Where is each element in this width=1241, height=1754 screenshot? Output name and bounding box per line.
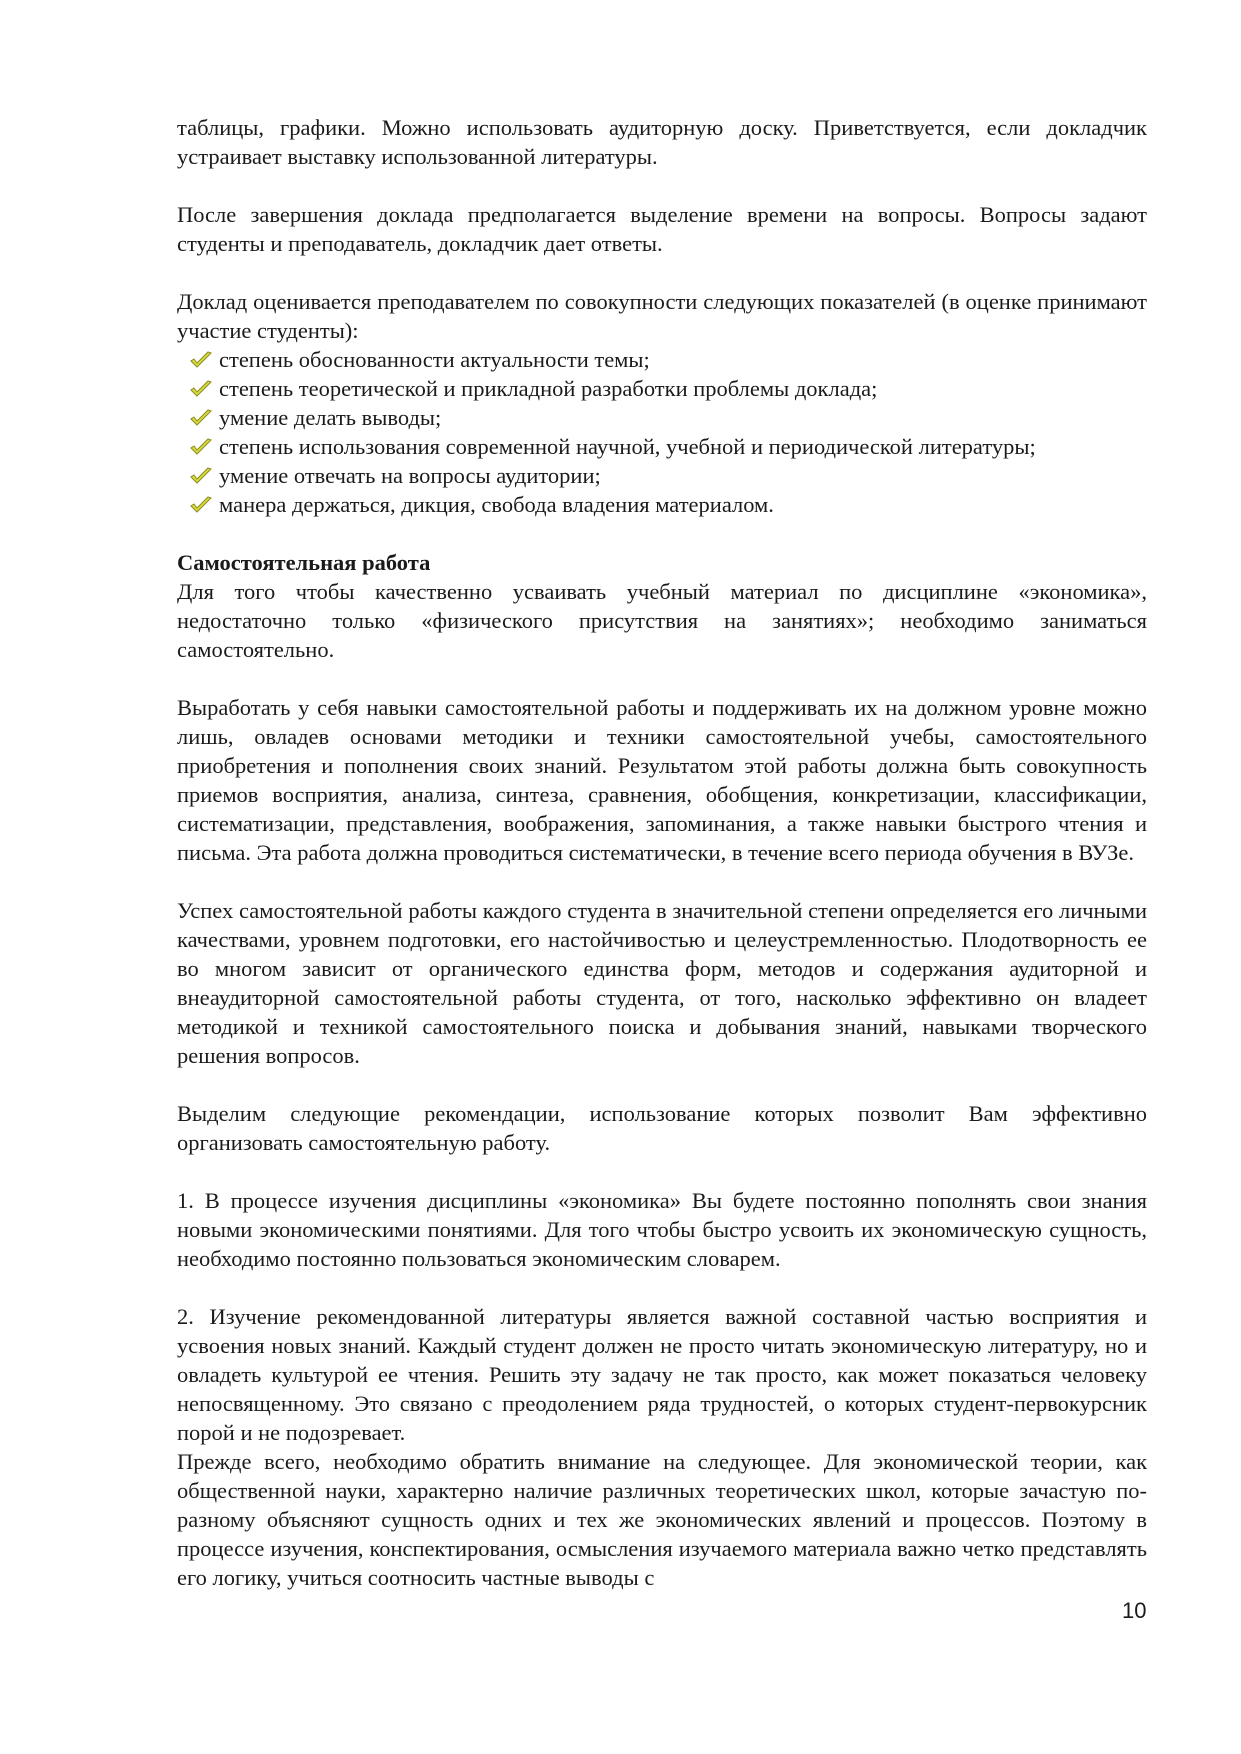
section-heading: Самостоятельная работа <box>177 550 431 575</box>
criteria-list <box>189 345 1147 519</box>
checkmark-icon <box>189 466 213 486</box>
paragraph-schools: Прежде всего, необходимо обратить внимание на следующее. Для экономической теории, как общественной науки, характерно наличие различных теоретических школ, которые зачастую по-разному объясняют сущность одних и тех же экономических явлений и процессов. Поэтому в процессе изучения, конспектирования, осмысления изучаемого материала важно четко представлять его логику, учиться соотносить частные выводы с <box>177 1449 1147 1590</box>
paragraph-recommendation-1: 1. В процессе изучения дисциплины «экономика» Вы будете постоянно пополнять свои знания новыми экономическими понятиями. Для того чтобы быстро усвоить их экономическую сущность, необходимо постоянно пользоваться экономическим словарем. <box>177 1188 1147 1271</box>
list-item-text: умение делать выводы; <box>219 405 442 430</box>
list-item-text: степень обоснованности актуальности темы; <box>219 347 650 372</box>
checkmark-icon <box>189 408 213 428</box>
list-item <box>189 403 1147 432</box>
paragraph-intro-self-study: Для того чтобы качественно усваивать учебный материал по дисциплине «экономика», недостаточно только «физического присутствия на занятиях»; необходимо заниматься самостоятельно. <box>177 579 1147 662</box>
paragraph-recommendations: Выделим следующие рекомендации, использование которых позволит Вам эффективно организовать самостоятельную работу. <box>177 1101 1147 1155</box>
paragraph-evaluation: Доклад оценивается преподавателем по совокупности следующих показателей (в оценке принимают участие студенты): <box>177 289 1147 343</box>
list-item-text: степень использования современной научной, учебной и периодической литературы; <box>219 434 1036 459</box>
page-number: 10 <box>1122 1598 1147 1623</box>
checkmark-icon <box>189 379 213 399</box>
checkmark-icon <box>189 495 213 515</box>
paragraph-questions: После завершения доклада предполагается выделение времени на вопросы. Вопросы задают студенты и преподаватель, докладчик дает ответы. <box>177 202 1147 256</box>
list-item <box>189 490 1147 519</box>
paragraph-recommendation-2: 2. Изучение рекомендованной литературы является важной составной частью восприятия и усвоения новых знаний. Каждый студент должен не просто читать экономическую литературу, но и овладеть культурой ее чтения. Решить эту задачу не так просто, как может показаться человеку непосвященному. Это связано с преодолением ряда трудностей, о которых студент-первокурсник порой и не подозревает. <box>177 1304 1147 1445</box>
paragraph-presentation-aids: таблицы, графики. Можно использовать аудиторную доску. Приветствуется, если докладчик устраивает выставку использованной литературы. <box>177 115 1147 169</box>
list-item-text: манера держаться, дикция, свобода владения материалом. <box>219 492 774 517</box>
list-item-text: степень теоретической и прикладной разработки проблемы доклада; <box>219 376 878 401</box>
paragraph-success: Успех самостоятельной работы каждого студента в значительной степени определяется его личными качествами, уровнем подготовки, его настойчивостью и целеустремленностью. Плодотворность ее во многом зависит от органического единства форм, методов и содержания аудиторной и внеаудиторной самостоятельной работы студента, от того, насколько эффективно он владеет методикой и техникой самостоятельного поиска и добывания знаний, навыками творческого решения вопросов. <box>177 898 1147 1068</box>
paragraph-skills: Выработать у себя навыки самостоятельной работы и поддерживать их на должном уровне можно лишь, овладев основами методики и техники самостоятельной учебы, самостоятельного приобретения и пополнения своих знаний. Результатом этой работы должна быть совокупность приемов восприятия, анализа, синтеза, сравнения, обобщения, конкретизации, классификации, систематизации, представления, воображения, запоминания, а также навыки быстрого чтения и письма. Эта работа должна проводиться систематически, в течение всего периода обучения в ВУЗе. <box>177 695 1147 865</box>
checkmark-icon <box>189 350 213 370</box>
list-item <box>189 374 1147 403</box>
checkmark-icon <box>189 437 213 457</box>
list-item <box>189 461 1147 490</box>
list-item <box>189 345 1147 374</box>
page-content <box>177 113 1147 1592</box>
list-item <box>189 432 1147 461</box>
list-item-text: умение отвечать на вопросы аудитории; <box>219 463 601 488</box>
